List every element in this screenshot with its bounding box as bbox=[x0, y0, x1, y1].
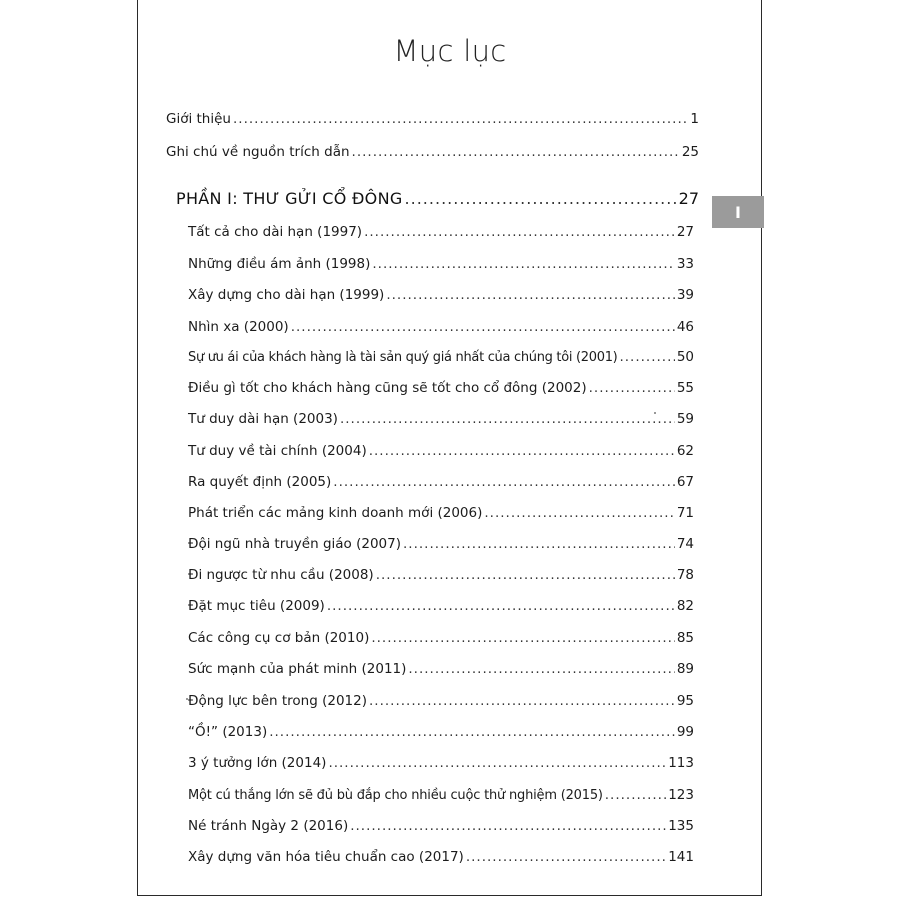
toc-entry-label: “Ồ!” (2013) bbox=[188, 724, 268, 740]
toc-entry-page: 135 bbox=[668, 818, 694, 834]
toc-entry-page: 1 bbox=[690, 111, 699, 127]
toc-entry-page: 59 bbox=[676, 411, 694, 427]
toc-entry-page: 67 bbox=[676, 474, 694, 490]
toc-entry-label: Động lực bên trong (2012) bbox=[188, 693, 367, 709]
toc-entry[interactable] bbox=[188, 411, 694, 427]
toc-entry-label: Tư duy dài hạn (2003) bbox=[188, 411, 338, 427]
dot-leader bbox=[386, 287, 674, 303]
dot-leader bbox=[372, 256, 674, 272]
dot-leader bbox=[233, 111, 688, 127]
toc-entry[interactable] bbox=[188, 787, 694, 803]
toc-entry[interactable] bbox=[188, 505, 694, 521]
dot-leader bbox=[405, 189, 677, 208]
toc-entry[interactable] bbox=[188, 849, 694, 865]
dot-leader bbox=[340, 411, 675, 427]
toc-entry[interactable] bbox=[188, 818, 694, 834]
dot-leader bbox=[371, 630, 674, 646]
print-speck bbox=[186, 698, 188, 700]
dot-leader bbox=[327, 598, 675, 614]
dot-leader bbox=[328, 755, 666, 771]
dot-leader bbox=[350, 818, 666, 834]
toc-entry[interactable] bbox=[188, 755, 694, 771]
toc-entry-page: 46 bbox=[676, 319, 694, 335]
part-heading-label: PHẦN I: THƯ GỬI CỔ ĐÔNG bbox=[176, 189, 403, 208]
toc-entry[interactable] bbox=[188, 693, 694, 709]
toc-entry-introduction[interactable] bbox=[166, 111, 699, 127]
toc-entry[interactable] bbox=[188, 474, 694, 490]
toc-entry[interactable] bbox=[188, 661, 694, 677]
toc-entry-page: 39 bbox=[676, 287, 694, 303]
toc-entry-citation-notes[interactable] bbox=[166, 144, 699, 160]
toc-entry-page: 99 bbox=[676, 724, 694, 740]
dot-leader bbox=[364, 224, 675, 240]
toc-entry-page: 27 bbox=[676, 224, 694, 240]
dot-leader bbox=[269, 724, 675, 740]
toc-entry-page: 50 bbox=[676, 349, 694, 365]
dot-leader bbox=[466, 849, 666, 865]
toc-entry-page: 71 bbox=[676, 505, 694, 521]
toc-entry[interactable] bbox=[188, 256, 694, 272]
page-title: Mục lục bbox=[393, 34, 507, 68]
dot-leader bbox=[376, 567, 675, 583]
dot-leader bbox=[369, 443, 675, 459]
dot-leader bbox=[619, 349, 674, 365]
dot-leader bbox=[291, 319, 675, 335]
section-tab: I bbox=[712, 196, 764, 228]
toc-entry-page: 89 bbox=[676, 661, 694, 677]
toc-entry-page: 123 bbox=[668, 787, 694, 803]
toc-entry-label: Tất cả cho dài hạn (1997) bbox=[188, 224, 363, 240]
toc-entry-page: 85 bbox=[676, 630, 694, 646]
toc-entry[interactable] bbox=[188, 567, 694, 583]
toc-entry-label: Giới thiệu bbox=[166, 111, 231, 127]
dot-leader bbox=[484, 505, 674, 521]
toc-entry-label: Sức mạnh của phát minh (2011) bbox=[188, 661, 407, 677]
print-speck bbox=[654, 412, 656, 414]
toc-entry-page: 113 bbox=[668, 755, 694, 771]
toc-entry[interactable] bbox=[188, 224, 694, 240]
toc-entry-label: Phát triển các mảng kinh doanh mới (2006) bbox=[188, 505, 483, 521]
toc-entry-page: 82 bbox=[676, 598, 694, 614]
toc-entry-label: Những điều ám ảnh (1998) bbox=[188, 256, 371, 272]
toc-entry[interactable] bbox=[188, 443, 694, 459]
part-heading-page: 27 bbox=[678, 189, 699, 208]
toc-entry-label: Điều gì tốt cho khách hàng cũng sẽ tốt cho cổ đông (2002) bbox=[188, 380, 587, 396]
toc-entry-label: Xây dựng cho dài hạn (1999) bbox=[188, 287, 385, 303]
toc-part-heading[interactable] bbox=[176, 189, 699, 208]
toc-entry-label: 3 ý tưởng lớn (2014) bbox=[188, 755, 327, 771]
toc-entry[interactable] bbox=[188, 380, 694, 396]
toc-entry-page: 33 bbox=[676, 256, 694, 272]
toc-entry-page: 78 bbox=[676, 567, 694, 583]
toc-entry-label: Sự ưu ái của khách hàng là tài sản quý giá nhất của chúng tôi (2001) bbox=[188, 350, 618, 365]
toc-entry[interactable] bbox=[188, 536, 694, 552]
toc-entry-label: Đi ngược từ nhu cầu (2008) bbox=[188, 567, 374, 583]
toc-entry-label: Đặt mục tiêu (2009) bbox=[188, 598, 325, 614]
toc-entry-page: 141 bbox=[668, 849, 694, 865]
toc-entry-label: Nhìn xa (2000) bbox=[188, 319, 289, 335]
toc-entry-page: 62 bbox=[676, 443, 694, 459]
toc-entry-page: 74 bbox=[676, 536, 694, 552]
toc-entry-label: Đội ngũ nhà truyền giáo (2007) bbox=[188, 536, 401, 552]
toc-entry-label: Các công cụ cơ bản (2010) bbox=[188, 630, 370, 646]
toc-entry-label: Tư duy về tài chính (2004) bbox=[188, 443, 367, 459]
toc-entry-page: 55 bbox=[676, 380, 694, 396]
dot-leader bbox=[403, 536, 675, 552]
dot-leader bbox=[408, 661, 674, 677]
toc-entry[interactable] bbox=[188, 598, 694, 614]
toc-entry-label: Một cú thắng lớn sẽ đủ bù đắp cho nhiều cuộc thử nghiệm (2015) bbox=[188, 788, 603, 803]
dot-leader bbox=[352, 144, 680, 160]
dot-leader bbox=[333, 474, 675, 490]
toc-entry[interactable] bbox=[188, 630, 694, 646]
toc-entry[interactable] bbox=[188, 724, 694, 740]
dot-leader bbox=[589, 380, 675, 396]
toc-entry-label: Ra quyết định (2005) bbox=[188, 474, 332, 490]
toc-entry-page: 95 bbox=[676, 693, 694, 709]
toc-entry[interactable] bbox=[188, 349, 694, 365]
toc-entry-label: Ghi chú về nguồn trích dẫn bbox=[166, 144, 350, 160]
toc-entry[interactable] bbox=[188, 287, 694, 303]
toc-entry-page: 25 bbox=[681, 144, 699, 160]
toc-entry[interactable] bbox=[188, 319, 694, 335]
toc-entry-label: Né tránh Ngày 2 (2016) bbox=[188, 818, 349, 834]
toc-entry-label: Xây dựng văn hóa tiêu chuẩn cao (2017) bbox=[188, 849, 464, 865]
dot-leader bbox=[605, 787, 666, 803]
dot-leader bbox=[369, 693, 675, 709]
